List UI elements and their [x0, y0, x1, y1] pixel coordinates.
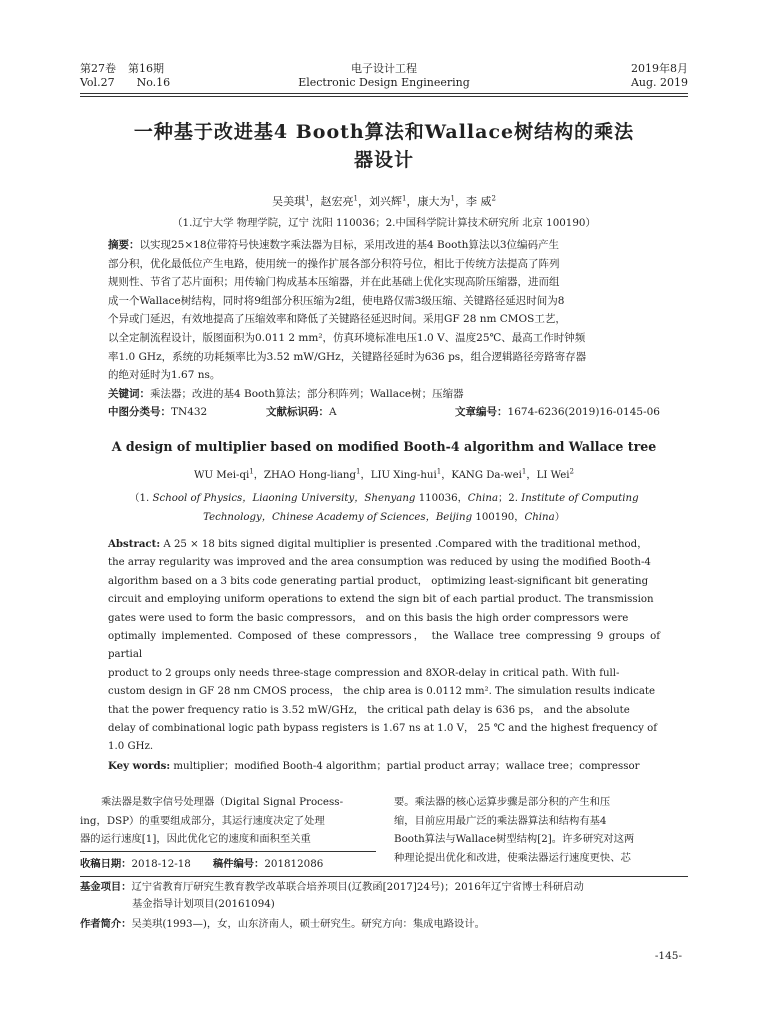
- manuscript-value: 201812086: [264, 858, 324, 870]
- header-journal: [234, 62, 534, 90]
- affil-part: ）: [554, 512, 565, 523]
- doc-code-value: A: [329, 406, 337, 419]
- article-title-zh: [80, 118, 688, 174]
- author-sup: 2: [569, 467, 575, 476]
- page-number: -145-: [654, 950, 682, 962]
- journal-name-en: Electronic Design Engineering: [298, 76, 470, 89]
- author-bio-text: 吴美琪(1993—)，女，山东济南人，硕士研究生。研究方向：集成电路设计。: [131, 918, 485, 930]
- body-right-line: 要。乘法器的核心运算步骤是部分积的产生和压: [394, 796, 611, 808]
- abstract-en-line: 1.0 GHz.: [108, 741, 154, 753]
- body-right-line: 缩，目前应用最广泛的乘法器算法和结构有基4: [394, 814, 607, 827]
- abstract-zh-line: 部分积，优化最低位产生电路，使用统一的操作扩展各部分积符号位，相比于传统方法提高了阵列: [108, 257, 560, 270]
- issue-en: No.16: [136, 76, 171, 89]
- abstract-en-line: gates were used to form the basic compressors， and on this basis the high order compressors were: [108, 612, 629, 624]
- title-line-1: 一种基于改进基4 Booth算法和Wallace树结构的乘法: [133, 121, 635, 143]
- footnote-rule: [80, 851, 376, 852]
- clc-label: 中图分类号：: [108, 406, 171, 419]
- affil-part: Technology，Chinese Academy of Sciences，Beijing: [203, 512, 473, 523]
- header-rule-thin: [80, 96, 688, 97]
- affil-part: 110036，: [415, 493, 468, 504]
- article-no-value: 1674-6236(2019)16-0145-06: [507, 406, 660, 419]
- clc-value: TN432: [171, 406, 208, 419]
- body-right-line: 种理论提出优化和改进，使乘法器运行速度更快、芯: [394, 851, 631, 864]
- author-name-en: WU Mei-qi: [193, 470, 250, 481]
- author-sup: 1: [402, 194, 407, 203]
- body-left-line: 乘法器是数字信号处理器（Digital Signal Process-: [101, 796, 344, 808]
- title-line-2: 器设计: [353, 149, 414, 171]
- issue-zh: 第16期: [128, 62, 164, 75]
- abstract-en-label: Abstract:: [108, 538, 161, 550]
- abstract-en-line: that the power frequency ratio is 3.52 mW/GHz， the critical path delay is 636 ps， and the absolute: [108, 704, 630, 716]
- affiliation-zh: （1.辽宁大学 物理学院，辽宁 沈阳 110036；2.中国科学院计算技术研究所 北京 100190）: [172, 217, 596, 229]
- author-name: 李 威: [465, 195, 492, 208]
- author-bio-label: 作者简介：: [80, 918, 132, 930]
- authors-zh: 吴美琪$^1$，赵宏亮$^1$，刘兴辉$^1$，康大为$^1$，李 威$^2$: [272, 194, 496, 208]
- journal-name-zh: 电子设计工程: [351, 62, 417, 75]
- author-sup: 1: [450, 194, 455, 203]
- abstract-en-line: optimally implemented. Composed of these compressors， the Wallace tree compressing 9 groups of partial: [108, 631, 660, 661]
- volume-zh: 第27卷: [80, 62, 116, 75]
- volume-en: Vol.27: [80, 76, 115, 89]
- abstract-en-line: delay of combinational logic path bypass registers is 1.67 ns at 1.0 V， 25 ℃ and the highest frequency of: [108, 723, 657, 735]
- keywords-en: [108, 757, 660, 776]
- abstract-zh-line: 规则性、节省了芯片面积；用传输门构成基本压缩器，并在此基础上优化实现高阶压缩器，进而组: [108, 276, 560, 289]
- article-no-label: 文章编号：: [455, 406, 508, 419]
- abstract-zh-line: 以全定制流程设计，版图面积为0.011 2 mm²，仿真环境标准电压1.0 V、温度25℃、最高工作时钟频: [108, 331, 586, 344]
- abstract-en-line: algorithm based on a 3 bits code generating partial product， optimizing least-significant bit generating: [108, 575, 649, 587]
- affil-part: School of Physics，Liaoning University，Shenyang: [152, 493, 416, 504]
- affiliation-en: [80, 489, 688, 527]
- body-right-line: Booth算法与Wallace树型结构[2]。许多研究对这两: [394, 833, 635, 846]
- author-name: 吴美琪: [272, 195, 306, 208]
- received-line: [80, 856, 323, 873]
- abstract-zh-label: 摘要：: [108, 239, 140, 251]
- author-name-en: KANG Da-wei: [451, 470, 522, 481]
- body-column-right: [394, 793, 688, 867]
- header-date: [631, 62, 688, 90]
- author-name-en: LI Wei: [536, 470, 570, 481]
- affil-part: China: [467, 493, 499, 504]
- authors-en: WU Mei-$qi^1$，ZHAO Hong-liang$^1$，LIU Xing-hui$^1$，KANG Da-wei$^1$，LI Wei$^2$: [193, 467, 575, 481]
- keywords-zh: [108, 385, 660, 404]
- keywords-en-text: multiplier；modified Booth-4 algorithm；partial product array；wallace tree；compressor: [170, 760, 640, 772]
- affil-part: Institute of Computing: [521, 493, 639, 504]
- abstract-en-line: circuit and employing uniform operations to extend the sign bit of each partial product. The transmission: [108, 594, 654, 606]
- abstract-en-line: A 25 × 18 bits signed digital multiplier is presented .Compared with the traditional method，: [160, 539, 648, 550]
- keywords-zh-label: 关键词：: [108, 387, 150, 400]
- author-sup: 2: [491, 194, 496, 203]
- date-en: Aug. 2019: [630, 76, 688, 89]
- abstract-zh-line: 成一个Wallace树结构，同时将9组部分积压缩为2组，使电路仅需3级压缩、关键路径延迟时间为8: [108, 294, 565, 307]
- author-sup: 1: [249, 467, 254, 476]
- fund-info: [80, 879, 688, 913]
- fund-line-2: 基金指导计划项目(20161094): [132, 898, 275, 910]
- received-label: 收稿日期：: [80, 858, 132, 870]
- footnote-rule-full: [80, 876, 688, 877]
- affil-part: China: [524, 512, 555, 523]
- manuscript-label: 稿件编号：: [212, 858, 265, 870]
- abstract-en-line: custom design in GF 28 nm CMOS process， the chip area is 0.0112 mm². The simulation results indicate: [108, 686, 656, 698]
- affil-part: 100190，: [472, 512, 525, 523]
- abstract-en-line: product to 2 groups only needs three-stage compression and 8XOR-delay in critical path. With full-: [108, 667, 620, 679]
- abstract-zh: [108, 236, 660, 422]
- author-name-en: LIU Xing-hui: [370, 470, 437, 481]
- abstract-en-line: the array regularity was improved and the area consumption was reduced by using the modified Booth-4: [108, 557, 651, 569]
- affil-part: ；2.: [498, 493, 522, 504]
- author-bio: [80, 916, 688, 933]
- author-name: 康大为: [417, 195, 451, 208]
- abstract-zh-line: 率1.0 GHz，系统的功耗频率比为3.52 mW/GHz，关键路径延时为636 ps，组合逻辑路径旁路寄存器: [108, 350, 587, 363]
- author-sup: 1: [356, 467, 361, 476]
- article-title-en: A design of multiplier based on modified Booth-4 algorithm and Wallace tree: [111, 439, 657, 454]
- author-name: 刘兴辉: [369, 195, 403, 208]
- keywords-zh-text: 乘法器；改进的基4 Booth算法；部分积阵列；Wallace树；压缩器: [150, 387, 464, 400]
- author-name: 赵宏亮: [320, 195, 354, 208]
- classification-line: [108, 403, 660, 422]
- doc-code-label: 文献标识码：: [266, 406, 329, 419]
- author-name-en: ZHAO Hong-liang: [263, 470, 357, 481]
- header-volume: [80, 62, 170, 90]
- author-sup: 1: [521, 467, 527, 476]
- keywords-en-label: Key words:: [108, 759, 171, 772]
- body-left-line: ing，DSP）的重要组成部分，其运行速度决定了处理: [80, 814, 325, 827]
- abstract-zh-line: 的绝对延时为1.67 ns。: [108, 369, 221, 382]
- author-sup: 1: [436, 467, 442, 476]
- abstract-en: [108, 535, 660, 776]
- author-sup: 1: [305, 194, 310, 203]
- body-column-left: [80, 793, 376, 849]
- received-value: 2018-12-18: [131, 858, 191, 870]
- body-left-line: 器的运行速度[1]，因此优化它的速度和面积至关重: [80, 833, 311, 846]
- fund-line-1: 辽宁省教育厅研究生教育教学改革联合培养项目(辽教函[2017]24号)；2016年辽宁省博士科研启动: [131, 881, 584, 893]
- abstract-zh-line: 个异或门延迟，有效地提高了压缩效率和降低了关键路径延迟时间。采用GF 28 nm CMOS工艺，: [108, 313, 566, 326]
- author-sup: 1: [353, 194, 359, 203]
- fund-label: 基金项目：: [80, 881, 132, 893]
- date-zh: 2019年8月: [631, 62, 688, 75]
- header-rule: [80, 93, 688, 94]
- affil-part: （1.: [129, 493, 153, 504]
- abstract-zh-line: 以实现25×18位带符号快速数字乘法器为目标，采用改进的基4 Booth算法以3位编码产生: [139, 239, 560, 251]
